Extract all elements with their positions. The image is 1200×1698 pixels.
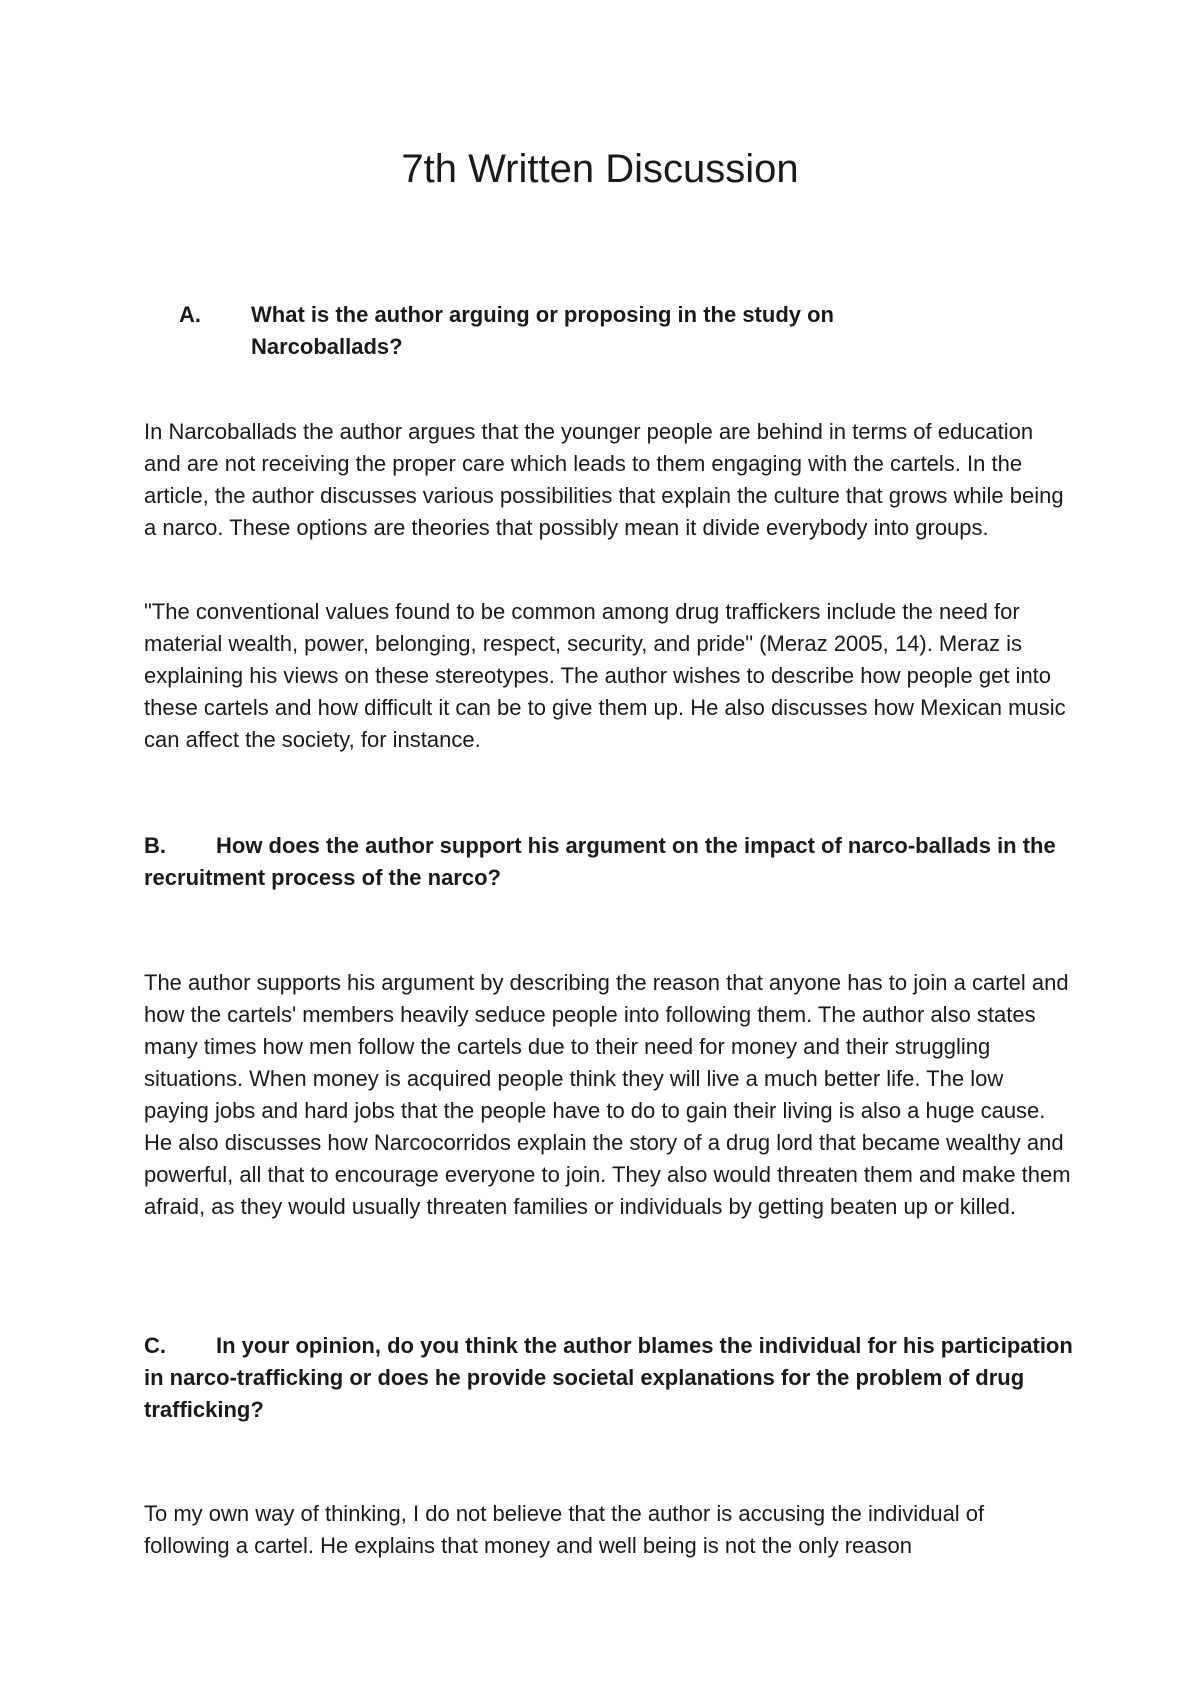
document-title: 7th Written Discussion <box>401 147 799 191</box>
question-c-text: In your opinion, do you think the author blames the individual for his participation in narco-trafficking or does he provide societal explanations for the problem of drug trafficking? <box>144 1333 1073 1422</box>
answer-c-paragraph-1: To my own way of thinking, I do not believe that the author is accusing the individual of following a cartel. He explains that money and well being is not the only reason <box>144 1501 985 1558</box>
question-c <box>144 1330 1074 1426</box>
question-b <box>144 830 1074 894</box>
question-b-text: How does the author support his argument on the impact of narco-ballads in the recruitment process of the narco? <box>144 833 1056 890</box>
question-c-marker: C. <box>144 1333 166 1358</box>
answer-a-paragraph-1: In Narcoballads the author argues that the younger people are behind in terms of education and are not receiving the proper care which leads to them engaging with the cartels. In the article, the author discusses various possibilities that explain the culture that grows while being a narco. These options are theories that possibly mean it divide everybody into groups. <box>144 419 1064 540</box>
answer-b-paragraph-1: The author supports his argument by describing the reason that anyone has to join a cartel and how the cartels' members heavily seduce people into following them. The author also states many times how men follow the cartels due to their need for money and their struggling situations. When money is acquired people think they will live a much better life. The low paying jobs and hard jobs that the people have to do to gain their living is also a huge cause. He also discusses how Narcocorridos explain the story of a drug lord that became wealthy and powerful, all that to encourage everyone to join. They also would threaten them and make them afraid, as they would usually threaten families or individuals by getting beaten up or killed. <box>144 970 1071 1219</box>
answer-a-paragraph-2: "The conventional values found to be common among drug traffickers include the need for material wealth, power, belonging, respect, security, and pride" (Meraz 2005, 14). Meraz is explaining his views on these stereotypes. The author wishes to describe how people get into these cartels and how difficult it can be to give them up. He also discusses how Mexican music can affect the society, for instance. <box>144 599 1066 752</box>
question-a-marker: A. <box>179 302 201 327</box>
question-a-text: What is the author arguing or proposing in the study on Narcoballads? <box>251 302 834 359</box>
question-a <box>179 299 939 363</box>
question-b-marker: B. <box>144 833 166 858</box>
